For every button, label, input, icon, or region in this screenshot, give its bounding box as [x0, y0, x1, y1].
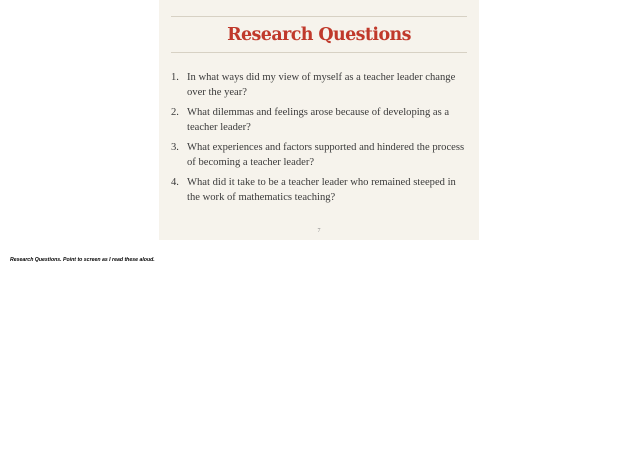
question-number: 4. — [171, 177, 179, 188]
slide — [159, 0, 479, 240]
top-divider — [171, 16, 467, 17]
question-item — [171, 140, 471, 170]
question-item — [171, 70, 471, 100]
slide-title: Research Questions — [227, 25, 411, 45]
page-number: 7 — [317, 228, 321, 234]
question-number: 2. — [171, 107, 179, 118]
bottom-divider — [171, 52, 467, 53]
question-item — [171, 175, 471, 205]
questions-list — [171, 70, 471, 210]
question-text: What experiences and factors supported and hindered the process of becoming a teacher leader? — [187, 142, 465, 168]
question-number: 1. — [171, 72, 179, 83]
question-text: What did it take to be a teacher leader who remained steeped in the work of mathematics teaching? — [187, 177, 456, 203]
question-number: 3. — [171, 142, 179, 153]
speaker-notes: Research Questions. Point to screen as I read these aloud. — [10, 257, 155, 263]
question-text: What dilemmas and feelings arose because of developing as a teacher leader? — [187, 107, 450, 133]
question-item — [171, 105, 471, 135]
question-text: In what ways did my view of myself as a teacher leader change over the year? — [187, 72, 456, 98]
